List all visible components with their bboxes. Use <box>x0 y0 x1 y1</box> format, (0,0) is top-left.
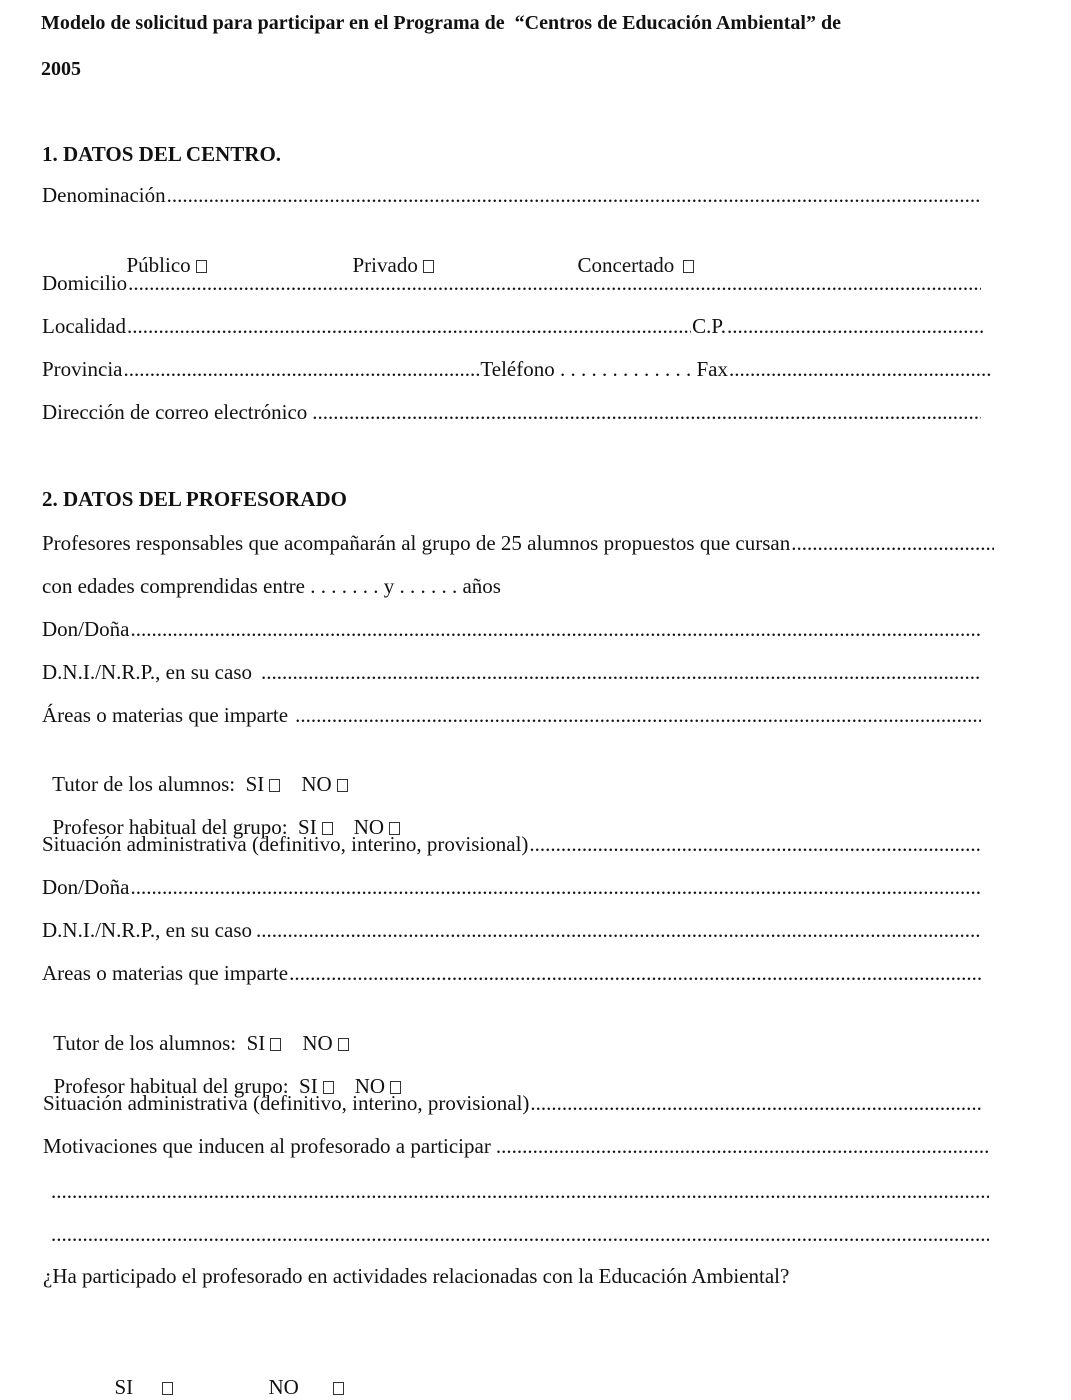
si-label: SI <box>246 1031 266 1055</box>
answer-si[interactable] <box>104 1348 173 1400</box>
denominacion-label: Denominación <box>42 183 166 207</box>
profesores-field[interactable] <box>42 530 995 556</box>
provincia-telefono-fax-field[interactable] <box>42 356 992 382</box>
motivaciones-line-2[interactable] <box>50 1178 990 1204</box>
teacher1-dni-field[interactable] <box>42 659 982 685</box>
motivaciones-label: Motivaciones que inducen al profesorado a participar <box>43 1134 491 1158</box>
fill-line <box>51 1221 989 1247</box>
fill-line <box>530 1090 982 1116</box>
motivaciones-field[interactable] <box>43 1133 989 1159</box>
teacher1-areas-field[interactable] <box>42 702 982 728</box>
fax-label: Fax <box>696 357 728 381</box>
motivaciones-line-3[interactable] <box>50 1221 990 1247</box>
fill-line <box>123 356 479 382</box>
fill-line <box>261 659 981 685</box>
teacher1-dni-label: D.N.I./N.R.P., en su caso <box>42 660 252 684</box>
edades-field[interactable]: con edades comprendidas entre . . . . . . . y . . . . . . años <box>42 574 501 598</box>
fill-line <box>131 874 982 900</box>
telefono-label: Teléfono <box>480 357 555 381</box>
si-label: SI <box>298 815 317 839</box>
section-1-heading: 1. DATOS DEL CENTRO. <box>42 142 282 166</box>
fill-line <box>729 356 991 382</box>
teacher2-dni-label: D.N.I./N.R.P., en su caso <box>42 918 252 942</box>
denominacion-field[interactable] <box>42 182 982 208</box>
publico-label: Público <box>126 253 191 277</box>
teacher2-situacion-label: Situación administrativa (definitivo, interino, provisional) <box>43 1091 530 1115</box>
fill-line <box>128 270 981 296</box>
provincia-label: Provincia <box>42 357 123 381</box>
no-label: NO <box>354 1074 386 1098</box>
fill-line <box>529 831 981 857</box>
participation-question: ¿Ha participado el profesorado en actividades relacionadas con la Educación Ambiental? <box>43 1264 790 1288</box>
si-label: SI <box>114 1375 134 1399</box>
teacher2-habitual-label: Profesor habitual del grupo: <box>53 1074 289 1098</box>
section-2-heading: 2. DATOS DEL PROFESORADO <box>42 487 347 511</box>
profesores-label: Profesores responsables que acompañarán al grupo de 25 alumnos propuestos que cursan <box>42 531 791 555</box>
domicilio-field[interactable] <box>42 270 982 296</box>
localidad-cp-field[interactable] <box>42 313 986 339</box>
teacher2-areas-field[interactable] <box>42 960 982 986</box>
cp-label: C.P. <box>692 314 726 338</box>
no-label: NO <box>268 1375 299 1399</box>
privado-label: Privado <box>352 253 418 277</box>
teacher1-areas-label: Áreas o materias que imparte <box>42 703 289 727</box>
fill-line <box>295 702 981 728</box>
fill-line <box>289 960 981 986</box>
fill-line <box>167 182 981 208</box>
fill-line <box>127 313 691 339</box>
teacher1-situacion-field[interactable] <box>42 831 982 857</box>
telefono-fill: . . . . . . . . . . . . . <box>554 357 697 381</box>
teacher2-situacion-field[interactable] <box>43 1090 983 1116</box>
domicilio-label: Domicilio <box>42 271 128 295</box>
teacher1-tutor-label: Tutor de los alumnos: <box>52 772 236 796</box>
document-title-line-2: 2005 <box>41 58 81 80</box>
fill-line <box>496 1133 988 1159</box>
concertado-label: Concertado <box>577 253 675 277</box>
document-title-line-1: Modelo de solicitud para participar en el Programa de “Centros de Educación Ambiental” de <box>41 12 841 34</box>
no-label: NO <box>353 815 385 839</box>
email-label: Dirección de correo electrónico <box>42 400 308 424</box>
localidad-label: Localidad <box>42 314 126 338</box>
fill-line <box>312 399 981 425</box>
answer-no-checkbox[interactable] <box>333 1382 344 1395</box>
teacher1-nombre-field[interactable] <box>42 616 982 642</box>
fill-line <box>131 616 982 642</box>
fill-line <box>727 313 985 339</box>
teacher2-nombre-label: Don/Doña <box>42 875 130 899</box>
fill-line <box>256 917 981 943</box>
teacher1-nombre-label: Don/Doña <box>42 617 130 641</box>
answer-no[interactable] <box>258 1348 344 1400</box>
teacher1-habitual-label: Profesor habitual del grupo: <box>52 815 288 839</box>
fill-line <box>51 1178 989 1204</box>
no-label: NO <box>302 1031 333 1055</box>
si-label: SI <box>245 772 265 796</box>
teacher2-nombre-field[interactable] <box>42 874 982 900</box>
teacher2-tutor-label: Tutor de los alumnos: <box>53 1031 237 1055</box>
teacher2-areas-label: Areas o materias que imparte <box>42 961 289 985</box>
teacher2-dni-field[interactable] <box>42 917 982 943</box>
teacher1-situacion-label: Situación administrativa (definitivo, interino, provisional) <box>42 832 529 856</box>
si-label: SI <box>299 1074 318 1098</box>
answer-si-checkbox[interactable] <box>162 1382 173 1395</box>
no-label: NO <box>301 772 332 796</box>
fill-line <box>791 530 994 556</box>
email-field[interactable] <box>42 399 982 425</box>
